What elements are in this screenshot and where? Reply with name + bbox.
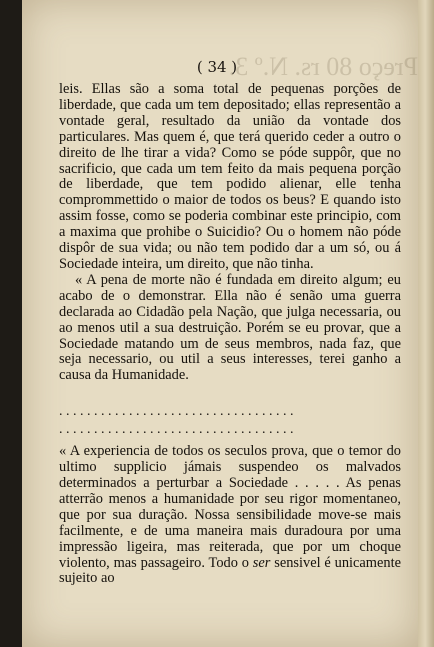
quote-paragraph [59, 444, 401, 587]
paragraph-2: « A pena de morte não é fundada em direito algum; eu acabo de o demonstrar. Ella não é senão uma guerra declarada ao Cidadão pela Nação, que julga necessaria, ou ao menos util a sua destruição. Porém se eu provar, que a Sociedade matando um de seus membros, nada faz, que seja necessario, ou util a seus interesses, terei ganho a causa da Humanidade. [59, 271, 401, 384]
quote-tail: sensivel é unicamente sujeito ao [59, 554, 401, 587]
paragraph-1: leis. Ellas são a soma total de pequenas porções de liberdade, que cada um tem depositado; ellas representão a vontade geral, resultado da união da vontade dos particulares. Mas quem é, que terá querido ceder a outro o direito de lhe tirar a vida? Como se póde suppôr, que no sacrificio, que cada um tem feito da mais pequena porção de liberdade, que tem podido alienar, elle tenha comprommettido o maior de todos os beus? E quando isto assim fosse, como se poderia combinar este principio, com a maxima que prohibe o Suicidio? Ou o homem não póde dispôr de sua vida; ou não tem podido dar a um só, ou á Sociedade inteira, um direito, que não tinha. [59, 81, 401, 272]
body-text [59, 82, 401, 587]
page-edge [418, 0, 434, 647]
quote-text: « A experiencia de todos os seculos prova, que o temor do ultimo supplicio jámais suspendeo os malvados determinados a perturbar a Sociedade . . . . . As penas atterrão menos a humanidade por seu rigor momentaneo, que por sua duração. Nossa sensibilidade move-se mais facilmente, e de uma maneira mais duradoura por uma impressão ligeira, mas reiterada, que por um choque violento, mas passageiro. Todo o [59, 443, 401, 571]
page-number: ( 34 ) [196, 58, 238, 76]
section-gap [59, 384, 401, 402]
ellipsis-line-2: . . . . . . . . . . . . . . . . . . . . . . . . . . . . . . . . . . [59, 422, 294, 438]
quote-italic-word: ser [252, 554, 271, 571]
bleed-through-text: Preço 80 rs. N.º 3. [228, 52, 418, 81]
ellipsis-line-1: . . . . . . . . . . . . . . . . . . . . . . . . . . . . . . . . . . [59, 404, 294, 420]
